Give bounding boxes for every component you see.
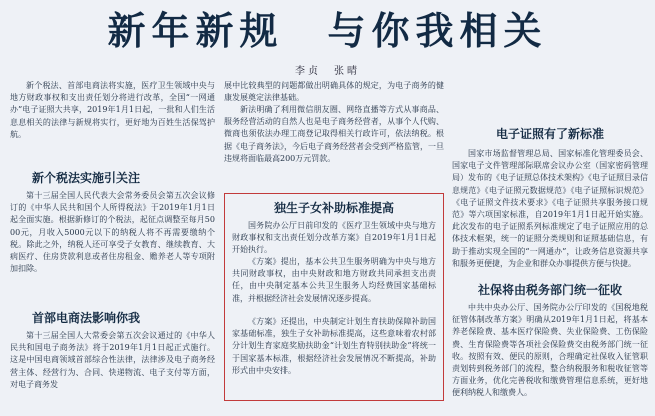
ecommerce-continued-paragraph: 展中比较典型的问题都做出明确具体的规定，为电子商务的健康发展奠定法律基础。 <box>224 81 444 103</box>
heading-social-security: 社保将由税务部门统一征收 <box>477 283 622 297</box>
heading-ecommerce-law: 首部电商法影响你我 <box>32 311 141 325</box>
e-license-paragraph: 国家市场监督管理总局、国家标准化管理委员会、国家电子文件管理部际联席会议办公室（国家密码管理局）发布的《电子证照总体技术架构》《电子证照目录信息规范》《电子证照元数据规范》《电子证照标识规范》《电子证照文件技术要求》《电子证照共享服务接口规范》等六项国家标准，自2019年1月1日起开始实施。此次发布的电子证照系列标准规定了电子证照应用的总体技术框架，统一的证照分类规则和证照基础信息，有助于推动实现全国的“一网通办”，让政务信息资源共享和服务更便捷，为企业和群众办事提供方便与快捷。 <box>452 149 648 268</box>
box-heading: 独生子女补助标准提高 <box>273 201 394 215</box>
income-tax-paragraph: 第十三届全国人民代表大会常务委员会第五次会议修订的《中华人民共和国个人所得税法》于2019年1月1日起全面实施。根据新修订的个税法，起征点调整至每月5000元，月收入5000元以下的纳税人将不再需要缴纳个税。除此之外，纳税人还可享受子女教育、继续教育、大病医疗、住房贷款利息或者住房租金、赡养老人等专项附加扣除。 <box>10 191 215 274</box>
middle-column <box>224 80 444 190</box>
heading-e-license: 电子证照有了新标准 <box>495 127 604 141</box>
ecommerce-operators-paragraph: 新法明确了利用微信朋友圈、网络直播等方式从事商品、服务经营活动的自然人也是电子商务经营者，从事个人代购、微商也须依法办理工商登记取得相关行政许可，依法纳税。根据《电子商务法》，今后电子商务经营者会受到严格监管，一旦违规将面临最高200万元罚款。 <box>224 105 444 163</box>
box-paragraph-2: 《方案》提出，基本公共卫生服务明确为中央与地方共同财政事权，由中央财政和地方财政共同承担支出责任，由中央制定基本公共卫生服务人均经费国家基础标准，并根据经济社会发展情况逐步提高。 <box>232 257 436 303</box>
ecommerce-law-paragraph: 第十三届全国人大常委会第五次会议通过的《中华人民共和国电子商务法》将于2019年1月1日起正式施行。这是中国电商领域首部综合性法律，法律涉及电子商务经营主体、经营行为、合同、快递物流、电子支付等方面，对电子商务发 <box>10 331 215 389</box>
social-security-paragraph: 中共中央办公厅、国务院办公厅印发的《国税地税征管体制改革方案》明确从2019年1月1日起，将基本养老保险费、基本医疗保险费、失业保险费、工伤保险费、生育保险费等各项社会保险费交由税务部门统一征收。按照有效、便民的原则，合理确定社保收入征管职责划转到税务部门的流程，整合纳税服务和税收征管等方面业务，优化完善税收和缴费管理信息系统，更好地便利纳税人和缴费人。 <box>452 303 648 398</box>
intro-paragraph: 新个税法、首部电商法将实施，医疗卫生领域中央与地方财政事权和支出责任划分将进行改革，全国“一网通办”电子证照大共享，2019年1月1日起，一批和人们生活息息相关的法律与新规将实行，更好地为百姓生活保驾护航。 <box>10 81 215 139</box>
left-column <box>10 80 215 416</box>
box-paragraph-1: 国务院办公厅日前印发的《医疗卫生领域中央与地方财政事权和支出责任划分改革方案》自2019年1月1日起开始执行。 <box>232 221 436 255</box>
headline: 新年新规 与你我相关 <box>107 8 548 53</box>
box-paragraph-3: 《方案》还提出，中央制定计划生育扶助保障补助国家基础标准，独生子女补助标准提高，这些意味着农村部分计划生育家庭奖励扶助金“计划生育特别扶助金”将统一于国家基本标准，根据经济社会发展情况不断提高，补助形式由中央安排。 <box>232 317 436 375</box>
right-column <box>452 126 648 400</box>
boxed-article <box>224 193 444 401</box>
heading-income-tax: 新个税法实施引关注 <box>32 171 141 185</box>
byline: 李贞 张晴 <box>295 66 360 77</box>
